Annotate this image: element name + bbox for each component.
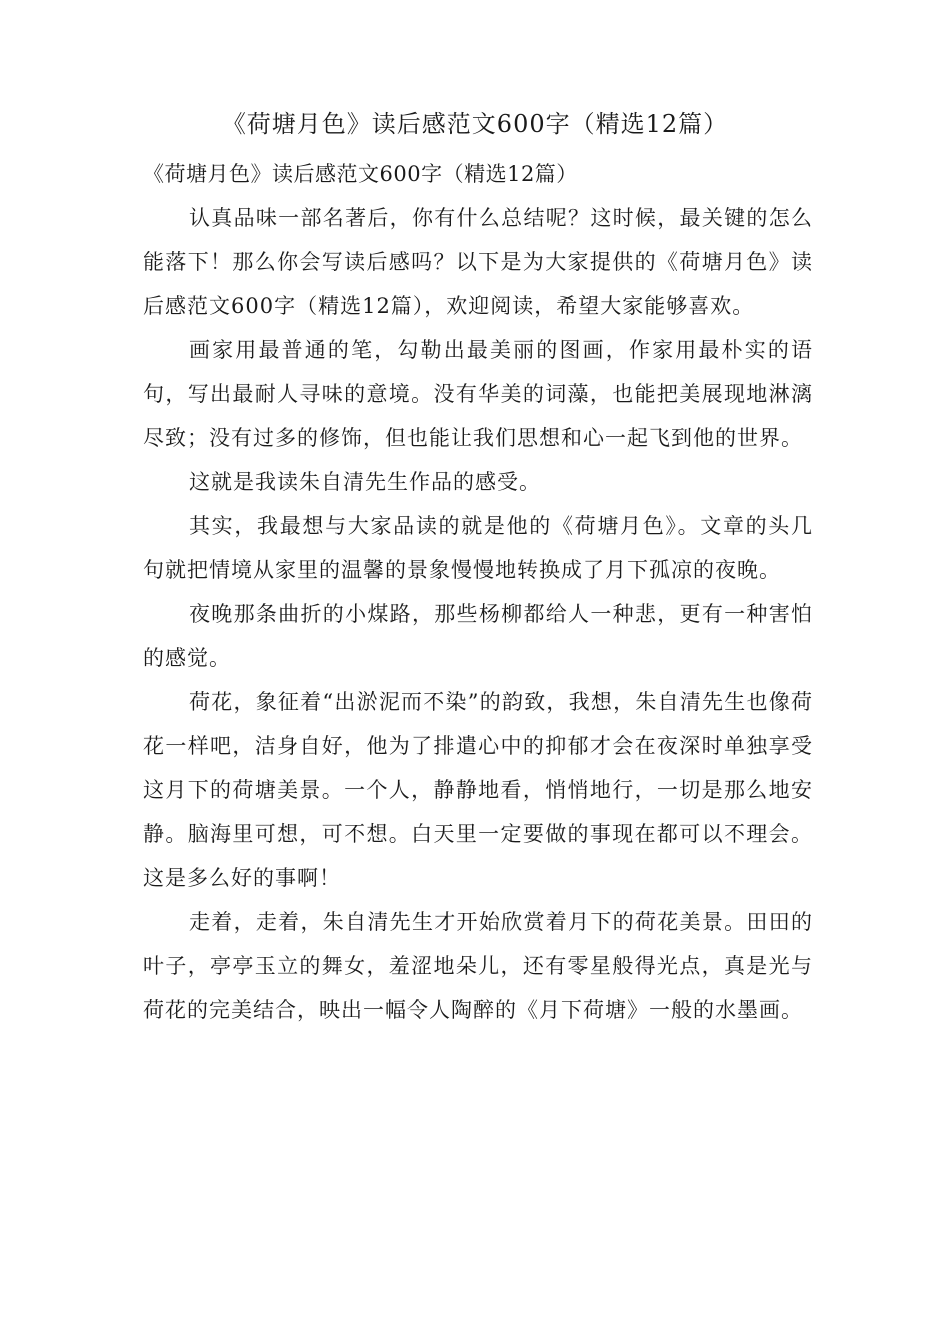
- document-body: [143, 156, 813, 1032]
- paragraph-feeling: 这就是我读朱自清先生作品的感受。: [189, 470, 541, 494]
- paragraph-opening: 其实，我最想与大家品读的就是他的《荷塘月色》。文章的头几句就把情境从家里的温馨的景象慢慢地转换成了月下孤凉的夜晚。: [143, 514, 813, 582]
- paragraph-painter: 画家用最普通的笔，勾勒出最美丽的图画，作家用最朴实的语句，写出最耐人寻味的意境。没有华美的词藻，也能把美展现地淋漓尽致；没有过多的修饰，但也能让我们思想和心一起飞到他的世界。: [143, 338, 813, 450]
- paragraph-intro: 认真品味一部名著后，你有什么总结呢？这时候，最关键的怎么能落下！那么你会写读后感吗？以下是为大家提供的《荷塘月色》读后感范文600字（精选12篇），欢迎阅读，希望大家能够喜欢。: [143, 206, 813, 318]
- document-title: 《荷塘月色》读后感范文600字（精选12篇）: [221, 110, 729, 138]
- paragraph-walking: 走着，走着，朱自清先生才开始欣赏着月下的荷花美景。田田的叶子，亭亭玉立的舞女，羞涩地朵儿，还有零星般得光点，真是光与荷花的完美结合，映出一幅令人陶醉的《月下荷塘》一般的水墨画。: [143, 910, 813, 1022]
- document-subtitle: 《荷塘月色》读后感范文600字（精选12篇）: [143, 162, 578, 186]
- paragraph-night-road: 夜晚那条曲折的小煤路，那些杨柳都给人一种悲，更有一种害怕的感觉。: [143, 602, 813, 670]
- paragraph-lotus: 荷花，象征着“出淤泥而不染”的韵致，我想，朱自清先生也像荷花一样吧，洁身自好，他为了排遣心中的抑郁才会在夜深时单独享受这月下的荷塘美景。一个人，静静地看，悄悄地行，一切是那么地安静。脑海里可想，可不想。白天里一定要做的事现在都可以不理会。这是多么好的事啊！: [143, 690, 813, 890]
